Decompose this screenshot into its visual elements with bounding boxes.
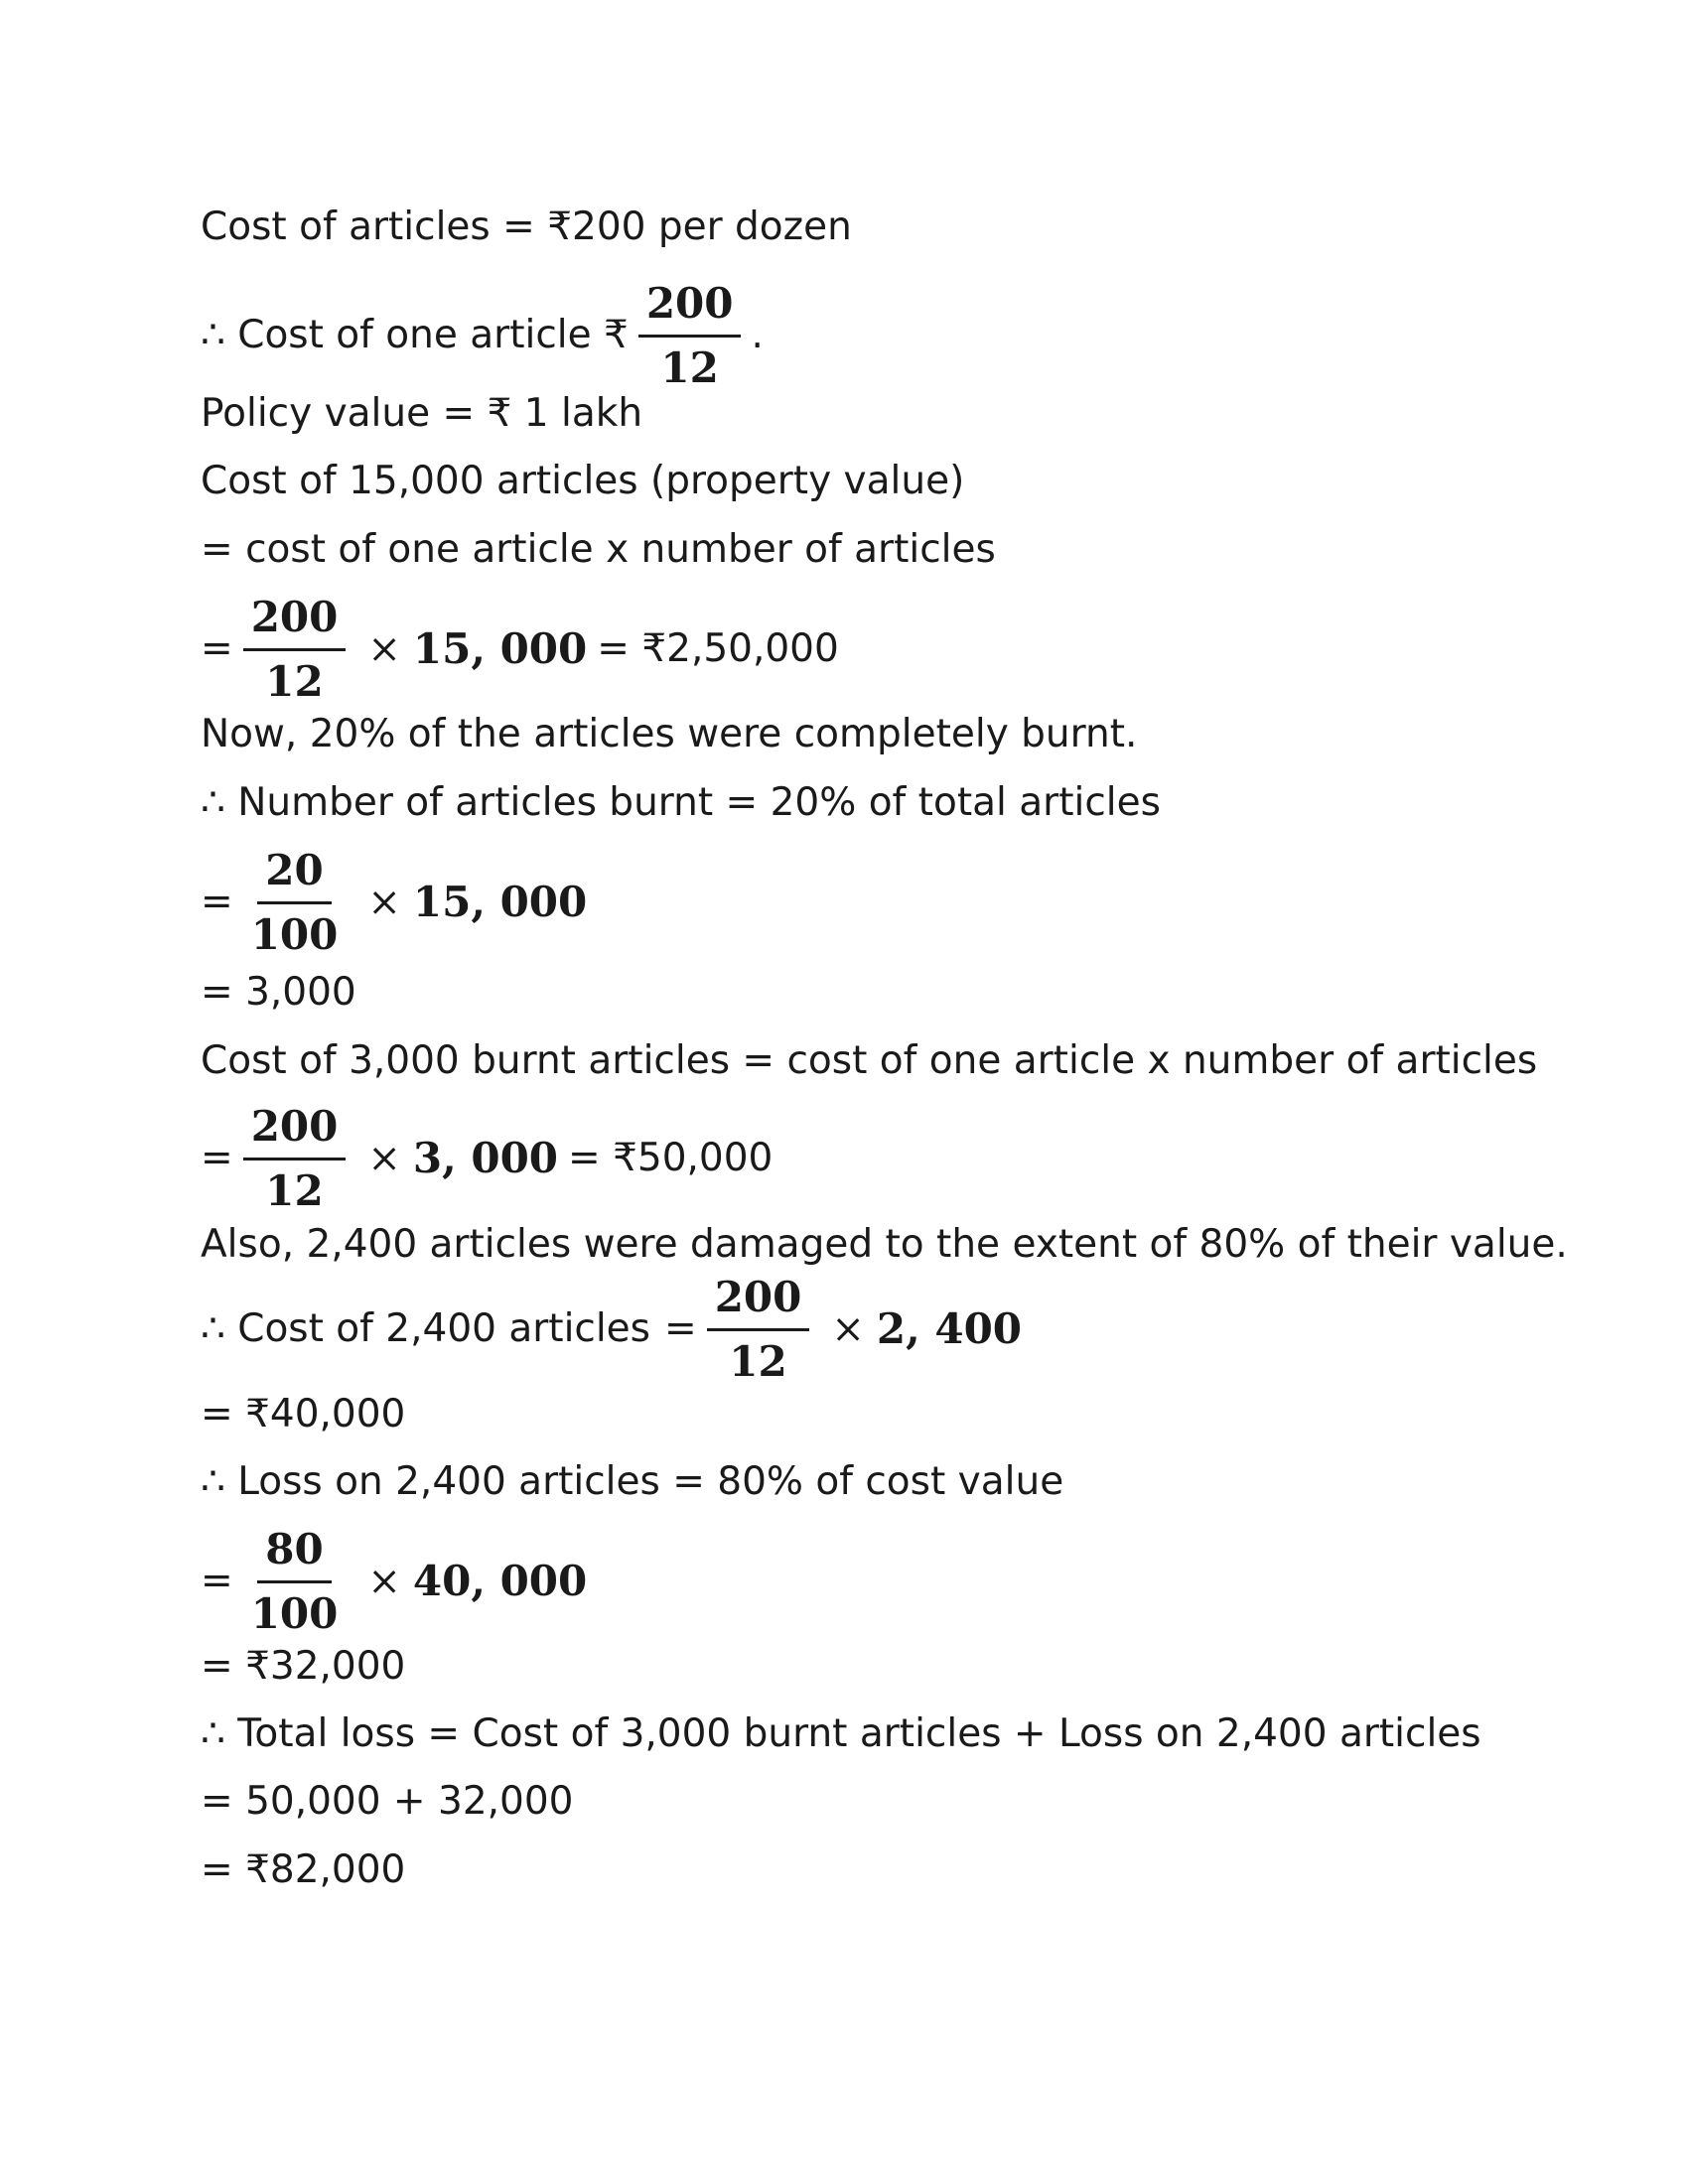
line-text: = cost of one article x number of articles (201, 527, 996, 572)
equals-sign: = (201, 1559, 233, 1603)
eq-property-value (201, 594, 839, 705)
text-line-cost-15000 (201, 458, 964, 505)
times-sign: × (367, 880, 401, 925)
numerator: 200 (243, 593, 347, 651)
line-text: Cost of articles = ₹200 per dozen (201, 205, 852, 249)
result: = ₹2,50,000 (597, 626, 839, 671)
text-line-total-loss (201, 1710, 1481, 1758)
text-line-policy-value (201, 390, 642, 438)
times-sign: × (367, 1136, 401, 1181)
multiplier: 40, 000 (412, 1557, 588, 1605)
text-line-cost-of-articles (201, 204, 852, 251)
text-line-32000 (201, 1643, 405, 1691)
text-line-2400-damaged (201, 1221, 1568, 1269)
equals-sign: = (201, 626, 233, 671)
fraction-200-over-12 (707, 1273, 810, 1387)
line-text: = 50,000 + 32,000 (201, 1779, 574, 1824)
fraction-20-over-100 (243, 846, 347, 960)
text-line-final-answer (201, 1846, 405, 1894)
eq-number-burnt (201, 847, 587, 958)
period: . (751, 313, 764, 357)
numerator: 200 (243, 1102, 347, 1160)
text-line-20-percent-burnt (201, 711, 1137, 758)
line-text: Cost of 3,000 burnt articles = cost of one article x number of articles (201, 1038, 1538, 1083)
numerator: 200 (707, 1273, 810, 1331)
denominator: 100 (250, 1588, 339, 1638)
line-text: Policy value = ₹ 1 lakh (201, 391, 643, 436)
line-text: Cost of 15,000 articles (property value) (201, 459, 965, 503)
equals-sign: = (664, 1306, 697, 1351)
denominator: 12 (729, 1336, 787, 1386)
line-text: = 3,000 (201, 970, 356, 1015)
eq-cost-burnt (201, 1103, 773, 1214)
text-line-sum (201, 1778, 573, 1826)
text-line-formula (201, 526, 996, 574)
denominator: 12 (265, 1165, 324, 1215)
times-sign: × (367, 626, 401, 672)
line-text: ∴ Number of articles burnt = 20% of total articles (201, 780, 1161, 825)
text-line-loss-2400 (201, 1458, 1063, 1506)
line-text: ∴ Loss on 2,400 articles = 80% of cost value (201, 1459, 1064, 1504)
line-text: = ₹40,000 (201, 1392, 406, 1436)
equals-sign: = (201, 880, 233, 924)
text-line-3000 (201, 969, 356, 1017)
numerator: 200 (638, 279, 742, 338)
denominator: 100 (250, 909, 339, 959)
line-text: = ₹82,000 (201, 1847, 406, 1892)
multiplier: 15, 000 (412, 624, 588, 673)
text-line-cost-burnt (201, 1037, 1537, 1085)
numerator: 80 (257, 1525, 331, 1583)
fraction-200-over-12 (638, 279, 742, 393)
eq-cost-2400 (201, 1274, 1022, 1385)
eq-cost-of-one-article (201, 280, 764, 391)
text-line-number-burnt (201, 779, 1161, 827)
multiplier: 3, 000 (412, 1134, 559, 1182)
multiplier: 2, 400 (876, 1304, 1023, 1353)
denominator: 12 (660, 342, 719, 392)
fraction-200-over-12 (243, 593, 347, 707)
text-line-40000 (201, 1391, 405, 1438)
result: = ₹50,000 (568, 1136, 774, 1180)
eq-loss-2400 (201, 1526, 587, 1637)
line-text: Now, 20% of the articles were completely burnt. (201, 712, 1138, 756)
multiplier: 15, 000 (412, 878, 588, 926)
line-text: ∴ Cost of one article ₹ (201, 313, 629, 357)
fraction-200-over-12 (243, 1102, 347, 1216)
line-text: ∴ Total loss = Cost of 3,000 burnt articles + Loss on 2,400 articles (201, 1711, 1481, 1756)
equals-sign: = (201, 1136, 233, 1180)
line-text: = ₹32,000 (201, 1644, 406, 1689)
line-text: ∴ Cost of 2,400 articles (201, 1306, 650, 1351)
times-sign: × (367, 1559, 401, 1604)
line-text: Also, 2,400 articles were damaged to the extent of 80% of their value. (201, 1222, 1568, 1267)
denominator: 12 (265, 656, 324, 706)
times-sign: × (831, 1306, 865, 1352)
fraction-80-over-100 (243, 1525, 347, 1639)
numerator: 20 (257, 846, 331, 904)
